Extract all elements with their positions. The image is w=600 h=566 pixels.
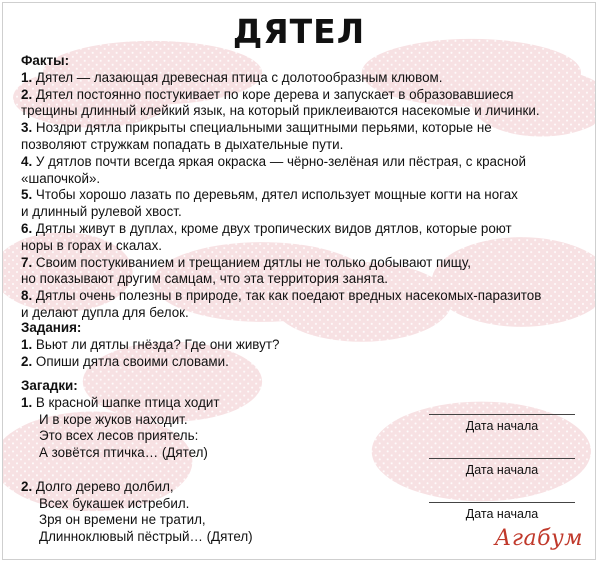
fact-number: 1. — [21, 69, 33, 85]
tasks-section — [21, 320, 585, 370]
riddle-number: 1. — [21, 394, 33, 410]
fact-text: и делают дупла для белок. — [21, 304, 189, 320]
riddle-line: А зовётся птичка… (Дятел) — [39, 445, 208, 461]
fact-number: 7. — [21, 254, 33, 270]
start-date-label: Дата начала — [465, 463, 539, 477]
task-text: Опиши дятла своими словами. — [35, 353, 229, 369]
fact-first-line — [21, 87, 585, 104]
fact-first-line — [21, 70, 585, 87]
fact-number: 5. — [21, 187, 33, 203]
fact-first-line — [21, 221, 585, 238]
fact-text: норы в горах и скалах. — [21, 237, 162, 253]
riddle-line: Длинноклювый пёстрый… (Дятел) — [39, 529, 253, 545]
riddle-line: Всех букашек истребил. — [39, 495, 190, 511]
fact-item — [21, 87, 585, 121]
fact-text: Дятел постоянно постукивает по коре дерева и запускает в образовавшиеся — [35, 86, 514, 102]
fact-text: но показывают другим самцам, что эта территория занята. — [21, 271, 389, 287]
riddle-line: И в коре жуков находит. — [39, 411, 188, 427]
fact-text: Чтобы хорошо лазать по деревьям, дятел использует мощные когти на ногах — [35, 187, 518, 203]
fact-number: 6. — [21, 220, 33, 236]
fact-item — [21, 187, 585, 221]
fact-text: У дятлов почти всегда яркая окраска — чёрно-зелёная или пёстрая, с красной — [35, 153, 526, 169]
riddle-number: 2. — [21, 478, 33, 494]
fact-first-line — [21, 255, 585, 272]
task-item — [21, 354, 585, 371]
task-number: 1. — [21, 336, 33, 352]
task-number: 2. — [21, 353, 33, 369]
fact-text: позволяют стружкам попадать в дыхательные пути. — [21, 136, 344, 152]
riddle-line: Зря он времени не тратил, — [39, 512, 206, 528]
fact-text: Ноздри дятла прикрыты специальными защитными перьями, которые не — [35, 120, 492, 136]
fact-first-line — [21, 154, 585, 171]
fact-number: 3. — [21, 120, 33, 136]
fact-number: 2. — [21, 86, 33, 102]
fact-item — [21, 221, 585, 255]
riddle-line: Это всех лесов приятель: — [39, 428, 199, 444]
start-date-field[interactable] — [429, 414, 575, 433]
task-item — [21, 337, 585, 354]
fact-item — [21, 255, 585, 289]
fact-item — [21, 120, 585, 154]
facts-heading: Факты: — [21, 53, 70, 68]
fact-text: трещины длинный клейкий язык, на который приклеиваются насекомые и личинки. — [21, 103, 540, 119]
riddle-line: Долго дерево долбил, — [35, 478, 174, 494]
worksheet-card — [2, 2, 596, 560]
fact-text: и длинный рулевой хвост. — [21, 204, 182, 220]
fact-first-line — [21, 120, 585, 137]
start-date-label: Дата начала — [465, 419, 539, 433]
page-title: ДЯТЕЛ — [232, 12, 366, 51]
fact-number: 4. — [21, 153, 33, 169]
fact-first-line — [21, 288, 585, 305]
fact-text: Своим постукиванием и трещанием дятлы не только добывают пищу, — [35, 254, 471, 270]
start-date-field[interactable] — [429, 458, 575, 477]
fact-item — [21, 154, 585, 188]
facts-list — [21, 70, 585, 322]
fact-text: Дятел — лазающая древесная птица с долотообразным клювом. — [35, 69, 443, 85]
fact-item — [21, 70, 585, 87]
facts-section — [21, 53, 585, 322]
fact-item — [21, 288, 585, 322]
start-date-label: Дата начала — [465, 507, 539, 521]
fact-number: 8. — [21, 288, 33, 304]
riddle-line: В красной шапке птица ходит — [35, 394, 220, 410]
brand-logo: Агабум — [494, 526, 583, 551]
fact-text: Дятлы живут в дуплах, кроме двух тропических видов дятлов, которые роют — [35, 220, 512, 236]
fact-text: «шапочкой». — [21, 170, 101, 186]
riddles-heading: Загадки: — [21, 378, 78, 393]
start-date-field[interactable] — [429, 502, 575, 521]
tasks-heading: Задания: — [21, 320, 82, 335]
fact-first-line — [21, 187, 585, 204]
task-text: Вьют ли дятлы гнёзда? Где они живут? — [35, 336, 280, 352]
fact-text: Дятлы очень полезны в природе, так как поедают вредных насекомых-паразитов — [35, 288, 542, 304]
